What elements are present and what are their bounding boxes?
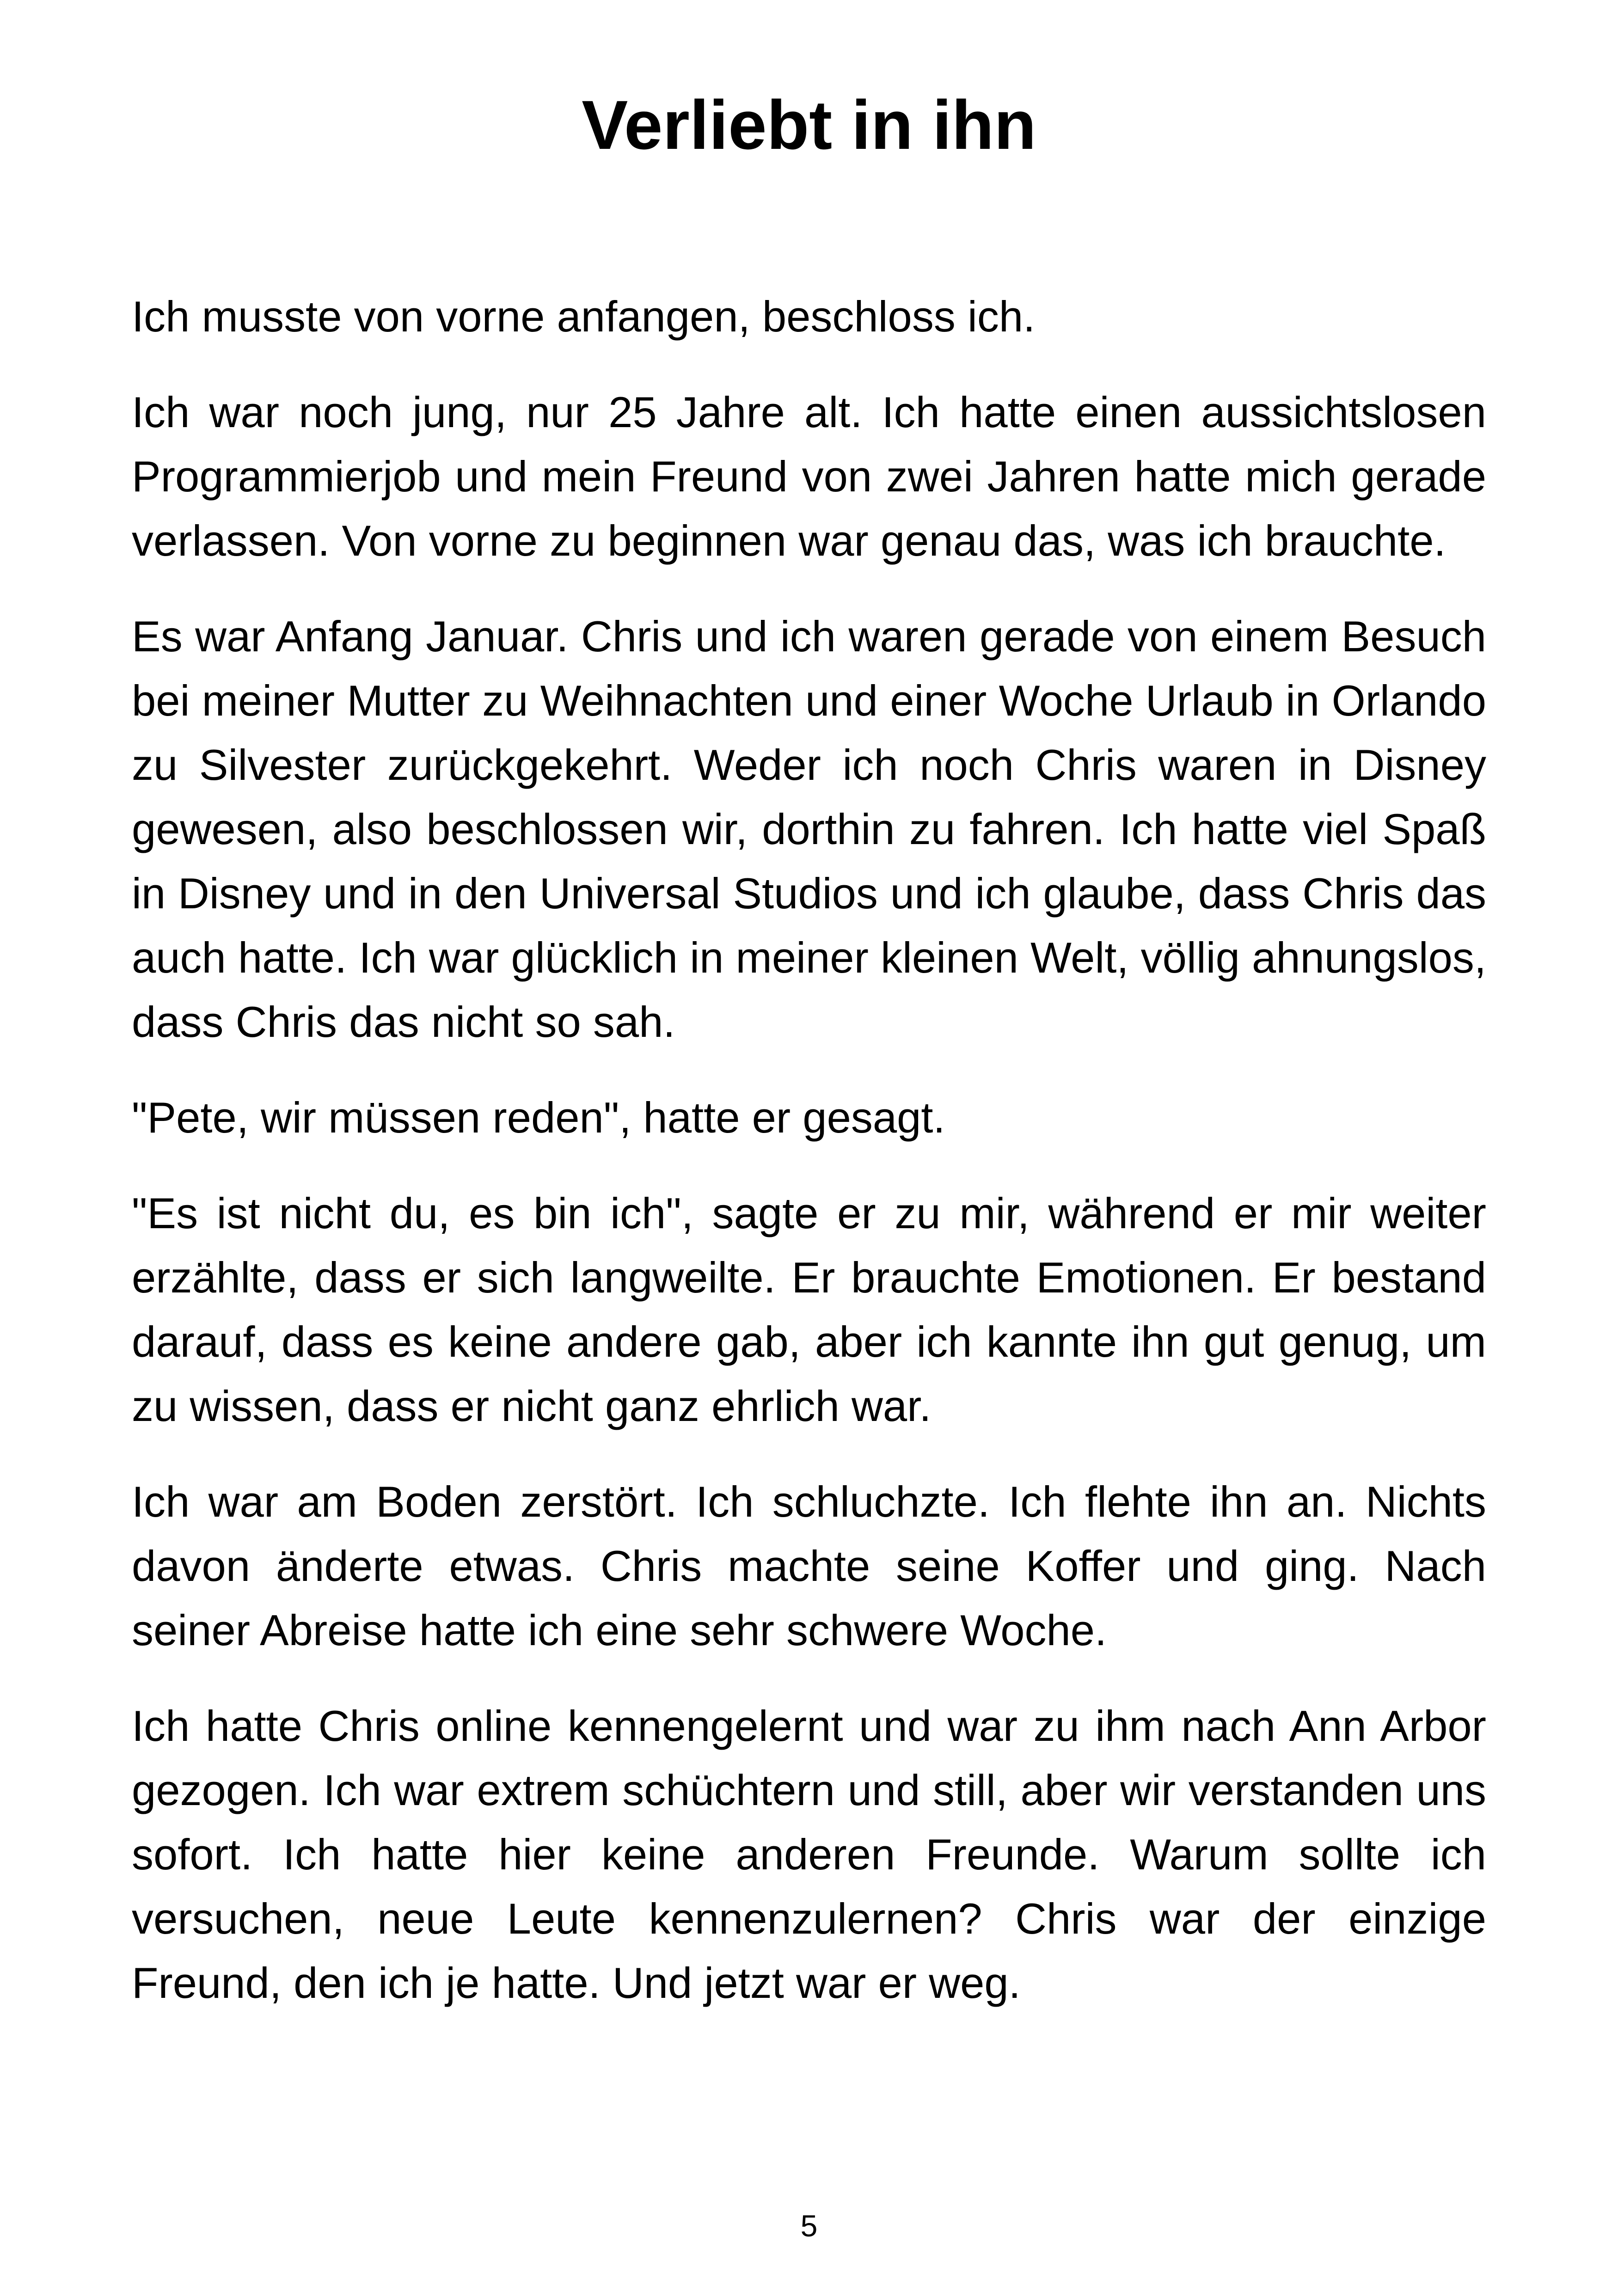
page-number: 5 [800, 2209, 818, 2243]
paragraph: Ich hatte Chris online kennengelernt und war zu ihm nach Ann Arbor gezogen. Ich war extrem schüchtern und still, aber wir verstanden uns sofort. Ich hatte hier keine anderen Freunde. Warum sollte ich versuchen, neue Leute kennenzulernen? Chris war der einzige Freund, den ich je hatte. Und jetzt war er weg. [132, 1702, 1486, 2007]
paragraph: Ich war noch jung, nur 25 Jahre alt. Ich hatte einen aussichtslosen Programmierjob und mein Freund von zwei Jahren hatte mich gerade verlassen. Von vorne zu beginnen war genau das, was ich brauchte. [132, 388, 1486, 565]
paragraph: "Pete, wir müssen reden", hatte er gesagt. [132, 1093, 945, 1142]
paragraph: Ich war am Boden zerstört. Ich schluchzte. Ich flehte ihn an. Nichts davon änderte etwas. Chris machte seine Koffer und ging. Nach seiner Abreise hatte ich eine sehr schwere Woche. [132, 1477, 1486, 1654]
paragraph: Ich musste von vorne anfangen, beschloss ich. [132, 292, 1036, 341]
paragraph: Es war Anfang Januar. Chris und ich waren gerade von einem Besuch bei meiner Mutter zu Weihnachten und einer Woche Urlaub in Orlando zu Silvester zurückgekehrt. Weder ich noch Chris waren in Disney gewesen, also beschlossen wir, dorthin zu fahren. Ich hatte viel Spaß in Disney und in den Universal Studios und ich glaube, dass Chris das auch hatte. Ich war glücklich in meiner kleinen Welt, völlig ahnungslos, dass Chris das nicht so sah. [132, 612, 1486, 1046]
body-text [132, 284, 1486, 2046]
paragraph: "Es ist nicht du, es bin ich", sagte er zu mir, während er mir weiter erzählte, dass er sich langweilte. Er brauchte Emotionen. Er bestand darauf, dass es keine andere gab, aber ich kannte ihn gut genug, um zu wissen, dass er nicht ganz ehrlich war. [132, 1189, 1486, 1430]
chapter-title: Verliebt in ihn [582, 86, 1036, 164]
